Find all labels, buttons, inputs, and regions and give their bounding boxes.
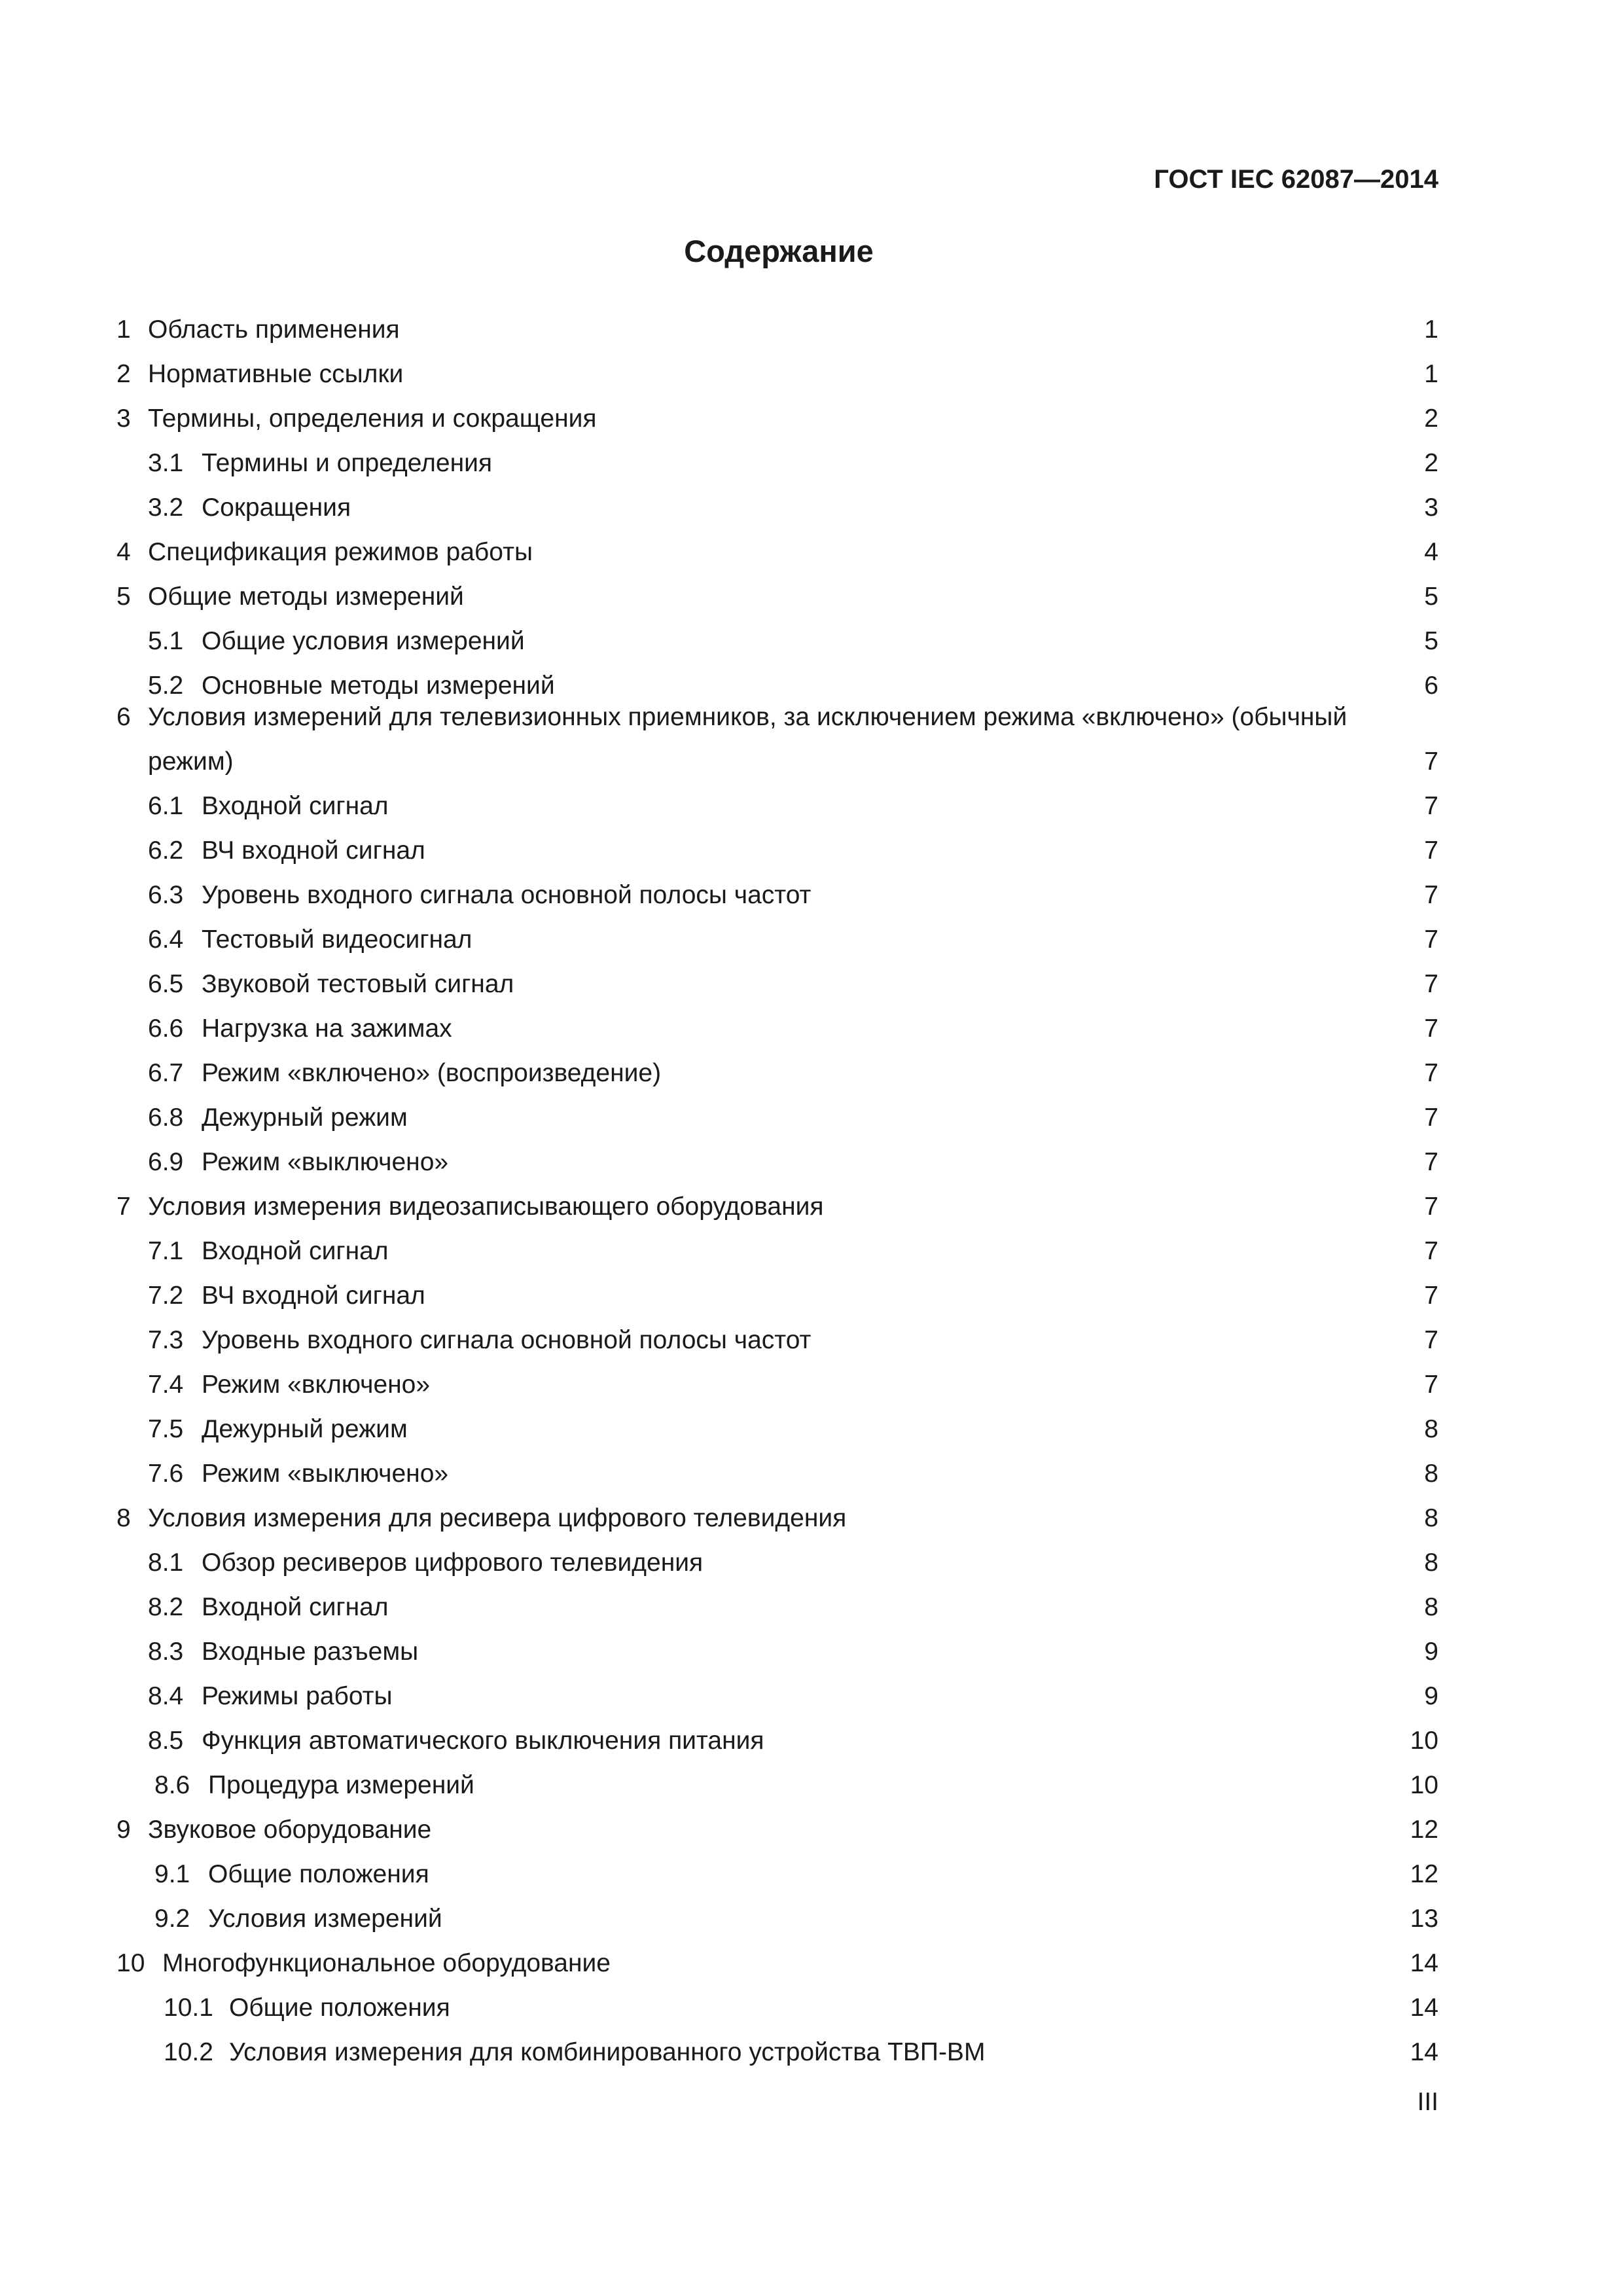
toc-entry-number: 5.2 <box>148 672 184 700</box>
page-number: III <box>1417 2088 1438 2116</box>
dot-leader <box>431 835 1416 867</box>
toc-entry-page: 7 <box>1424 1326 1438 1354</box>
toc-entry-title: Общие методы измерений <box>148 583 464 611</box>
toc-entry-title: Нормативные ссылки <box>148 360 404 388</box>
toc-entry-number: 6.1 <box>148 792 184 820</box>
toc-entry-page: 7 <box>1424 747 1438 776</box>
toc-entry-page: 8 <box>1424 1460 1438 1488</box>
toc-entry-number: 7 <box>116 1193 131 1221</box>
dot-leader <box>408 359 1416 390</box>
toc-entry-title: Процедура измерений <box>208 1771 474 1799</box>
toc-entry-number: 3.2 <box>148 493 184 522</box>
toc-entry-title: Звуковое оборудование <box>148 1816 432 1844</box>
toc-entry-number: 7.1 <box>148 1237 184 1265</box>
toc-entry-page: 9 <box>1424 1682 1438 1710</box>
toc-entry-page: 12 <box>1410 1816 1438 1844</box>
toc-entry[interactable] <box>116 568 1438 613</box>
toc-entry-title: Режим «включено» (воспроизведение) <box>202 1059 662 1087</box>
toc-entry[interactable] <box>116 911 1438 956</box>
dot-leader <box>457 1013 1416 1045</box>
toc-entry-page: 8 <box>1424 1549 1438 1577</box>
toc-entry[interactable] <box>116 613 1438 657</box>
toc-entry-number: 10.1 <box>164 1994 213 2022</box>
toc-entry-page: 7 <box>1424 1371 1438 1399</box>
toc-entry[interactable] <box>116 657 1438 702</box>
dot-leader <box>666 1058 1416 1089</box>
dot-leader <box>454 1147 1416 1178</box>
toc-entry-title: Спецификация режимов работы <box>148 538 533 566</box>
toc-entry-title: ВЧ входной сигнал <box>202 1282 425 1310</box>
toc-entry-number: 8.2 <box>148 1593 184 1621</box>
toc-entry[interactable] <box>116 867 1438 911</box>
toc-entry-title: Дежурный режим <box>202 1103 408 1132</box>
dot-leader <box>448 1903 1405 1935</box>
toc-entry[interactable] <box>116 1089 1438 1134</box>
toc-entry-page: 1 <box>1424 360 1438 388</box>
toc-entry[interactable] <box>116 1267 1438 1312</box>
dot-leader <box>394 1592 1416 1623</box>
toc-entry[interactable] <box>116 1757 1438 1801</box>
dot-leader <box>394 791 1416 822</box>
toc-entry[interactable] <box>116 346 1438 390</box>
toc-entry[interactable] <box>116 1534 1438 1579</box>
toc-entry-page: 8 <box>1424 1415 1438 1443</box>
toc-entry-number: 7.6 <box>148 1460 184 1488</box>
dot-leader <box>560 670 1416 702</box>
toc-entry-number: 6 <box>116 703 131 731</box>
toc-entry[interactable] <box>116 435 1438 479</box>
table-of-contents <box>116 301 1438 2068</box>
dot-leader <box>829 1191 1416 1223</box>
toc-entry-page: 7 <box>1424 1282 1438 1310</box>
toc-entry[interactable] <box>116 1445 1438 1490</box>
toc-entry-title: Входной сигнал <box>202 1237 389 1265</box>
toc-entry-title: режим) <box>148 747 234 776</box>
dot-leader <box>405 314 1416 346</box>
toc-entry-page: 4 <box>1424 538 1438 566</box>
toc-entry[interactable] <box>116 1579 1438 1623</box>
toc-entry[interactable] <box>116 702 1438 778</box>
toc-entry-page: 13 <box>1410 1905 1438 1933</box>
toc-entry-page: 9 <box>1424 1638 1438 1666</box>
toc-entry-title: Режимы работы <box>202 1682 393 1710</box>
dot-leader <box>816 880 1416 911</box>
dot-leader <box>454 1458 1416 1490</box>
toc-entry[interactable] <box>116 1045 1438 1089</box>
toc-entry[interactable] <box>116 2024 1438 2068</box>
toc-entry-number: 5.1 <box>148 627 184 655</box>
toc-entry-title: Термины и определения <box>202 449 493 477</box>
toc-entry[interactable] <box>116 1890 1438 1935</box>
toc-entry-page: 7 <box>1424 925 1438 954</box>
toc-entry-page: 5 <box>1424 627 1438 655</box>
toc-entry-title: Сокращения <box>202 493 351 522</box>
toc-entry-page: 7 <box>1424 1148 1438 1176</box>
dot-leader <box>398 1681 1416 1712</box>
toc-entry[interactable] <box>116 1000 1438 1045</box>
toc-entry-number: 8 <box>116 1504 131 1532</box>
toc-entry-page: 14 <box>1410 1949 1438 1977</box>
toc-entry-title: Уровень входного сигнала основной полосы частот <box>202 1326 812 1354</box>
toc-entry[interactable] <box>116 1712 1438 1757</box>
dot-leader <box>708 1547 1416 1579</box>
dot-leader <box>431 1280 1416 1312</box>
document-code: ГОСТ IEC 62087—2014 <box>1154 165 1438 194</box>
dot-leader <box>356 492 1416 524</box>
toc-entry-page: 2 <box>1424 404 1438 433</box>
toc-entry-number: 1 <box>116 315 131 344</box>
toc-entry[interactable] <box>116 1846 1438 1890</box>
toc-entry-number: 9 <box>116 1816 131 1844</box>
toc-entry-page: 7 <box>1424 792 1438 820</box>
toc-entry-title: ВЧ входной сигнал <box>202 836 425 865</box>
toc-entry-title: Функция автоматического выключения питания <box>202 1727 764 1755</box>
toc-entry-number: 8.6 <box>154 1771 190 1799</box>
toc-entry-page: 8 <box>1424 1593 1438 1621</box>
toc-entry-number: 2 <box>116 360 131 388</box>
toc-entry-title: Термины, определения и сокращения <box>148 404 597 433</box>
toc-entry-title: Общие условия измерений <box>202 627 525 655</box>
dot-leader <box>519 969 1416 1000</box>
toc-entry-title: Основные методы измерений <box>202 672 555 700</box>
toc-entry-number: 6.5 <box>148 970 184 998</box>
toc-entry-page: 7 <box>1424 1193 1438 1221</box>
toc-entry-number: 10.2 <box>164 2038 213 2066</box>
toc-entry[interactable] <box>116 822 1438 867</box>
toc-entry-number: 8.1 <box>148 1549 184 1577</box>
toc-entry-title: Условия измерений <box>208 1905 442 1933</box>
toc-entry[interactable] <box>116 1490 1438 1534</box>
toc-entry-title: Условия измерений для телевизионных приемников, за исключением режима «включено» (обычный <box>148 703 1347 731</box>
toc-entry-title: Условия измерения для комбинированного устройства ТВП-ВМ <box>229 2038 986 2066</box>
toc-entry-number: 8.5 <box>148 1727 184 1755</box>
toc-entry[interactable] <box>116 1935 1438 1979</box>
toc-entry-number: 7.4 <box>148 1371 184 1399</box>
toc-entry-page: 3 <box>1424 493 1438 522</box>
dot-leader <box>477 924 1416 956</box>
toc-entry-title: Звуковой тестовый сигнал <box>202 970 514 998</box>
toc-entry-title: Режим «выключено» <box>202 1148 449 1176</box>
dot-leader <box>851 1503 1416 1534</box>
toc-entry-page: 1 <box>1424 315 1438 344</box>
toc-entry-number: 6.3 <box>148 881 184 909</box>
toc-entry-page: 7 <box>1424 1014 1438 1043</box>
toc-entry-number: 8.3 <box>148 1638 184 1666</box>
toc-entry-number: 3 <box>116 404 131 433</box>
toc-entry-page: 8 <box>1424 1504 1438 1532</box>
toc-entry-number: 3.1 <box>148 449 184 477</box>
dot-leader <box>616 1948 1405 1979</box>
toc-entry[interactable] <box>116 1134 1438 1178</box>
toc-entry-page: 7 <box>1424 836 1438 865</box>
toc-entry-page: 10 <box>1410 1727 1438 1755</box>
toc-entry-number: 7.3 <box>148 1326 184 1354</box>
dot-leader <box>538 537 1416 568</box>
toc-entry-page: 7 <box>1424 1103 1438 1132</box>
toc-entry-title: Область применения <box>148 315 400 344</box>
dot-leader <box>437 1814 1404 1846</box>
toc-entry-page: 7 <box>1424 1237 1438 1265</box>
toc-entry-title: Условия измерения для ресивера цифрового телевидения <box>148 1504 847 1532</box>
toc-entry-page: 7 <box>1424 970 1438 998</box>
toc-entry-title: Уровень входного сигнала основной полосы частот <box>202 881 812 909</box>
toc-entry-page: 6 <box>1424 672 1438 700</box>
toc-entry-number: 6.7 <box>148 1059 184 1087</box>
dot-leader <box>423 1636 1416 1668</box>
dot-leader <box>455 1992 1405 2024</box>
toc-entry-page: 14 <box>1410 1994 1438 2022</box>
toc-entry-title: Входной сигнал <box>202 792 389 820</box>
dot-leader <box>770 1725 1405 1757</box>
toc-entry-page: 10 <box>1410 1771 1438 1799</box>
toc-entry-number: 6.9 <box>148 1148 184 1176</box>
dot-leader <box>435 1369 1416 1401</box>
toc-entry[interactable] <box>116 1356 1438 1401</box>
toc-entry-title: Общие положения <box>208 1860 429 1888</box>
toc-entry-number: 5 <box>116 583 131 611</box>
dot-leader <box>435 1859 1405 1890</box>
toc-entry-page: 7 <box>1424 881 1438 909</box>
toc-title: Содержание <box>684 234 874 268</box>
toc-entry[interactable] <box>116 524 1438 568</box>
toc-entry-page: 5 <box>1424 583 1438 611</box>
toc-entry[interactable] <box>116 1668 1438 1712</box>
toc-entry-number: 9.1 <box>154 1860 190 1888</box>
toc-entry-page: 2 <box>1424 449 1438 477</box>
toc-entry-title: Входные разъемы <box>202 1638 419 1666</box>
toc-entry-number: 4 <box>116 538 131 566</box>
toc-entry[interactable] <box>116 479 1438 524</box>
toc-entry-title: Дежурный режим <box>202 1415 408 1443</box>
dot-leader <box>480 1770 1405 1801</box>
toc-entry-number: 7.5 <box>148 1415 184 1443</box>
toc-entry[interactable] <box>116 301 1438 346</box>
toc-entry-number: 6.6 <box>148 1014 184 1043</box>
toc-entry[interactable] <box>116 1801 1438 1846</box>
toc-entry[interactable] <box>116 390 1438 435</box>
dot-leader <box>816 1325 1416 1356</box>
toc-entry-title: Режим «включено» <box>202 1371 431 1399</box>
toc-entry-title: Условия измерения видеозаписывающего оборудования <box>148 1193 824 1221</box>
toc-entry-title: Многофункциональное оборудование <box>162 1949 611 1977</box>
toc-entry-page: 7 <box>1424 1059 1438 1087</box>
toc-entry[interactable] <box>116 1623 1438 1668</box>
toc-entry-number: 6.2 <box>148 836 184 865</box>
toc-entry[interactable] <box>116 1223 1438 1267</box>
toc-entry-title: Нагрузка на зажимах <box>202 1014 452 1043</box>
toc-entry[interactable] <box>116 1979 1438 2024</box>
dot-leader <box>394 1236 1416 1267</box>
toc-entry[interactable] <box>116 1312 1438 1356</box>
dot-leader <box>413 1102 1416 1134</box>
toc-entry-number: 6.4 <box>148 925 184 954</box>
toc-entry-number: 10 <box>116 1949 145 1977</box>
dot-leader <box>413 1414 1416 1445</box>
toc-entry-title: Тестовый видеосигнал <box>202 925 473 954</box>
dot-leader <box>530 626 1416 657</box>
toc-entry-page: 14 <box>1410 2038 1438 2066</box>
dot-leader <box>239 746 1416 778</box>
toc-entry-number: 6.8 <box>148 1103 184 1132</box>
toc-entry[interactable] <box>116 1401 1438 1445</box>
dot-leader <box>497 448 1416 479</box>
toc-entry-title: Общие положения <box>229 1994 450 2022</box>
toc-entry-title: Обзор ресиверов цифрового телевидения <box>202 1549 704 1577</box>
toc-entry-number: 8.4 <box>148 1682 184 1710</box>
toc-entry-page: 12 <box>1410 1860 1438 1888</box>
toc-entry-number: 7.2 <box>148 1282 184 1310</box>
toc-entry-title: Входной сигнал <box>202 1593 389 1621</box>
toc-entry[interactable] <box>116 778 1438 822</box>
toc-entry-title: Режим «выключено» <box>202 1460 449 1488</box>
toc-entry[interactable] <box>116 956 1438 1000</box>
toc-entry[interactable] <box>116 1178 1438 1223</box>
toc-entry-number: 9.2 <box>154 1905 190 1933</box>
dot-leader <box>602 403 1416 435</box>
dot-leader <box>469 581 1416 613</box>
dot-leader <box>990 2037 1404 2068</box>
